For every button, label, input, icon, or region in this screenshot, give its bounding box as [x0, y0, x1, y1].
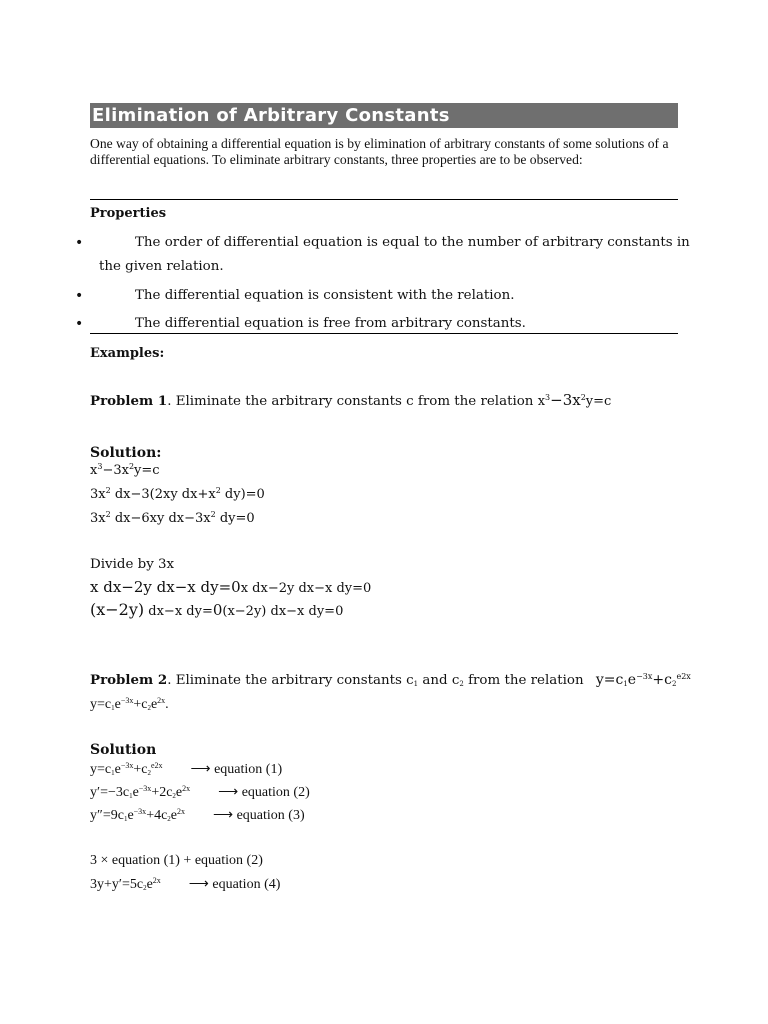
equation-2-label: ⟶ equation (2) — [218, 785, 310, 800]
solution-1-line: $3x^2$ dx−3(2xy $dx+x^2$ dy)=0 — [90, 486, 265, 502]
examples-heading: Examples: — [90, 346, 165, 361]
bullet-icon: • — [75, 288, 84, 304]
problem-2-relation-plain: $y=c_1e^{-3x}+c_2e^{2x}$. — [90, 696, 169, 712]
problem-1 — [90, 391, 611, 409]
page-title: Elimination of Arbitrary Constants — [90, 103, 678, 128]
solution-2-heading: Solution — [90, 742, 157, 758]
divider — [90, 199, 678, 200]
intro-paragraph: One way of obtaining a differential equation is by elimination of arbitrary constants of some solutions of a differential equations. To eliminate arbitrary constants, three properties are to be observed: — [90, 136, 669, 167]
problem-2-label: Problem 2 — [90, 672, 168, 688]
solution-1-line: $x^3-3x^2y=c$ — [90, 462, 160, 478]
equation-3-label: ⟶ equation (3) — [213, 808, 305, 823]
solution-2-line: $y=c_1e^{-3x}+c_2^{e2x}$ ⟶ equation (1) — [90, 761, 283, 777]
equation-4-label: ⟶ equation (4) — [188, 877, 281, 892]
property-item: The differential equation is free from arbitrary constants. — [135, 316, 526, 331]
divider — [90, 333, 678, 334]
solution-1-line: (x−2y) dx−x dy=0(x−2y) dx−x dy=0 — [90, 600, 344, 619]
property-item: The differential equation is consistent with the relation. — [135, 288, 515, 303]
combination-note: 3 × equation (1) + equation (2) — [90, 853, 263, 868]
problem-1-label: Problem 1 — [90, 393, 168, 409]
divide-note: Divide by 3x — [90, 557, 175, 572]
solution-2-line: $3y+y'=5c_2e^{2x}$ ⟶ equation (4) — [90, 876, 281, 892]
solution-1-line: $3x^2$ dx−6xy $dx-3x^2$ dy=0 — [90, 510, 255, 526]
problem-1-text: . Eliminate the arbitrary constants c from the relation — [167, 394, 538, 409]
problem-2-relation: $y=c_1e^{-3x}+c_2^{e2x}$ — [595, 672, 691, 688]
solution-2-line: $y'=-3c_1e^{-3x}+2c_2e^{2x}$ ⟶ equation (2) — [90, 784, 310, 800]
bullet-icon: • — [75, 316, 84, 332]
problem-2: Problem 2. Eliminate the arbitrary constants $c_1$ and $c_2$ from the relation $y=c_1e^{-3x}+c_2^{e2x}$ — [90, 672, 691, 688]
properties-heading: Properties — [90, 206, 167, 221]
solution-2-line: $y''=9c_1e^{-3x}+4c_2e^{2x}$ ⟶ equation (3) — [90, 807, 305, 823]
bullet-icon: • — [75, 235, 84, 251]
solution-1-heading: Solution: — [90, 445, 162, 461]
solution-1-line: x dx−2y dx−x dy=0x dx−2y dx−x dy=0 — [90, 578, 372, 596]
property-item-continued: the given relation. — [99, 259, 224, 274]
equation-1-label: ⟶ equation (1) — [190, 762, 283, 777]
property-item: The order of differential equation is equal to the number of arbitrary constants in — [135, 235, 690, 250]
problem-1-relation: $x^3-3x^2y=c$ — [537, 391, 612, 409]
